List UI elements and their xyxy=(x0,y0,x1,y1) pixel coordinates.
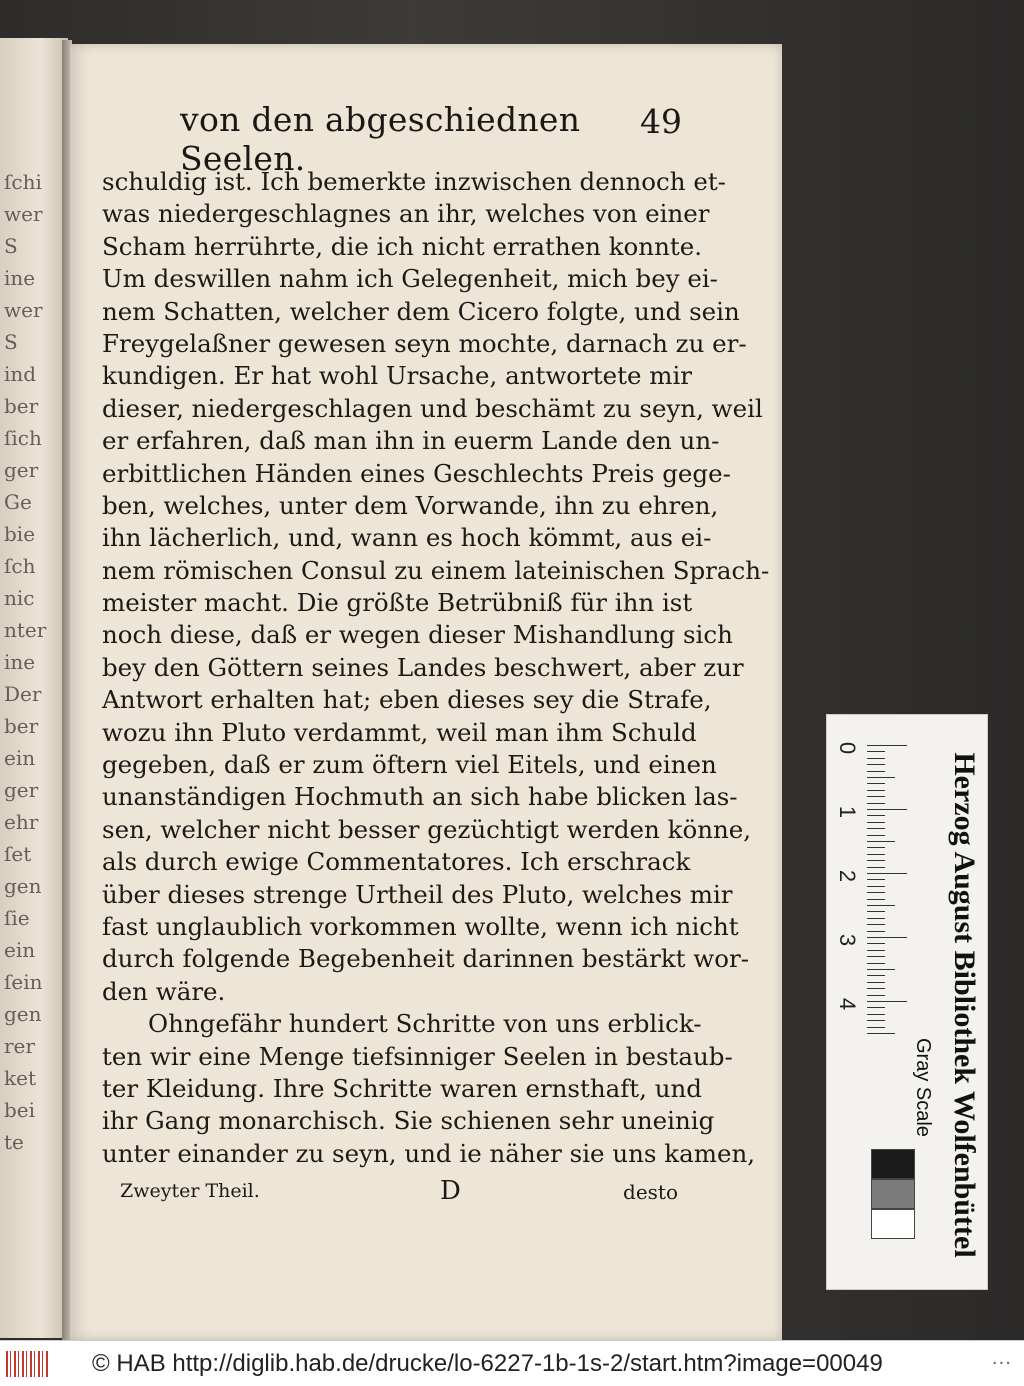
ruler-tick xyxy=(867,956,885,957)
brand-name: Herzog August Bibliothek Wolfenbüttel xyxy=(948,752,981,1258)
left-page-text: ehr xyxy=(4,810,39,834)
text-line: dieser, niedergeschlagen und beschämt zu seyn, weil xyxy=(102,393,763,423)
swatch-light xyxy=(871,1209,915,1239)
text-line: Antwort erhalten hat; eben dieses sey die Strafe, xyxy=(102,685,712,715)
left-page-text: ſch xyxy=(4,554,36,578)
ruler-tick xyxy=(867,809,907,810)
ruler-tick xyxy=(867,937,907,938)
text-line: noch diese, daß er wegen dieser Mishandlung sich xyxy=(102,620,733,650)
ruler-number: 1 xyxy=(835,805,861,819)
text-line: was niedergeschlagnes an ihr, welches von einer xyxy=(102,199,710,229)
ruler-tick xyxy=(867,783,885,784)
ruler-tick xyxy=(867,867,885,868)
ruler xyxy=(867,745,907,1045)
ruler-tick xyxy=(867,988,885,989)
running-header xyxy=(110,100,690,178)
ruler-tick xyxy=(867,828,885,829)
header-title: von den abgeschiednen Seelen. xyxy=(180,100,581,178)
ruler-number: 0 xyxy=(835,741,861,755)
text-line: ter Kleidung. Ihre Schritte waren ernsthaft, und xyxy=(102,1073,702,1103)
left-page-text: ger xyxy=(4,778,39,802)
left-page-text: ger xyxy=(4,458,39,482)
ruler-tick xyxy=(867,905,895,906)
signature-mark: D xyxy=(440,1176,461,1206)
signature-line: Zweyter Theil. xyxy=(120,1180,260,1202)
ruler-tick xyxy=(867,796,885,797)
left-page-text: ber xyxy=(4,394,39,418)
left-page-text: Der xyxy=(4,682,42,706)
ruler-tick xyxy=(867,822,885,823)
ruler-tick xyxy=(867,918,885,919)
ruler-tick xyxy=(867,790,885,791)
text-line: fast unglaublich vorkommen wollte, wenn ich nicht xyxy=(102,911,739,941)
text-line: unter einander zu seyn, und ie näher sie uns kamen, xyxy=(102,1138,756,1168)
left-page-fragment xyxy=(0,38,68,1338)
text-line: durch folgende Begebenheit darinnen bestärkt wor- xyxy=(102,944,750,974)
left-page-text: ſet xyxy=(4,842,32,866)
ruler-tick xyxy=(867,764,885,765)
ruler-tick xyxy=(867,854,885,855)
gray-scale-label: Gray Scale xyxy=(912,1038,934,1137)
text-line: unanständigen Hochmuth an sich habe blicken las- xyxy=(102,782,738,812)
ruler-tick xyxy=(867,1033,895,1034)
ruler-number: 3 xyxy=(835,933,861,947)
left-page-text: nic xyxy=(4,586,35,610)
text-line: den wäre. xyxy=(102,976,226,1006)
ruler-tick xyxy=(867,950,885,951)
text-line: nem römischen Consul zu einem lateinischen Sprach- xyxy=(102,555,770,585)
brand-block xyxy=(947,735,987,1275)
hab-logo-icon[interactable] xyxy=(6,1351,50,1377)
text-line: meister macht. Die größte Betrübniß für ihn ist xyxy=(102,588,693,618)
text-line: ten wir eine Menge tiefsinniger Seelen in bestaub- xyxy=(102,1041,733,1071)
ruler-tick xyxy=(867,1027,885,1028)
copyright-link[interactable]: © HAB http://diglib.hab.de/drucke/lo-6227-1b-1s-2/start.htm?image=00049 xyxy=(92,1350,883,1377)
left-page-text: ine xyxy=(4,266,36,290)
text-line: über dieses strenge Urtheil des Pluto, welches mir xyxy=(102,879,733,909)
ruler-tick xyxy=(867,1014,885,1015)
left-page-text: Ge xyxy=(4,490,32,514)
left-page-text: ein xyxy=(4,746,36,770)
ruler-tick xyxy=(867,1001,907,1002)
left-page-text: ind xyxy=(4,362,37,386)
left-page-text: nter xyxy=(4,618,47,642)
left-page-text: S xyxy=(4,330,18,354)
text-line: er erfahren, daß man ihn in euerm Lande den un- xyxy=(102,426,720,456)
text-line: ihn lächerlich, und, wann es hoch kömmt, aus ei- xyxy=(102,523,712,553)
ruler-tick xyxy=(867,886,885,887)
left-page-text: bie xyxy=(4,522,36,546)
swatch-mid xyxy=(871,1179,915,1209)
left-page-text: gen xyxy=(4,874,42,898)
more-icon[interactable]: ··· xyxy=(991,1353,1012,1374)
ruler-tick xyxy=(867,924,885,925)
left-page-text: ſchi xyxy=(4,170,42,194)
ruler-tick xyxy=(867,892,885,893)
ruler-number: 4 xyxy=(835,997,861,1011)
ruler-tick xyxy=(867,815,885,816)
left-page-text: ber xyxy=(4,714,39,738)
ruler-tick xyxy=(867,860,885,861)
ruler-number: 2 xyxy=(835,869,861,883)
ruler-tick xyxy=(867,873,907,874)
left-page-text: gen xyxy=(4,1002,42,1026)
ruler-tick xyxy=(867,911,885,912)
ruler-tick xyxy=(867,943,885,944)
swatch-dark xyxy=(871,1149,915,1179)
ruler-tick xyxy=(867,847,885,848)
text-line: nem Schatten, welcher dem Cicero folgte, und sein xyxy=(102,296,740,326)
text-line: kundigen. Er hat wohl Ursache, antwortete mir xyxy=(102,361,693,391)
text-line: ben, welches, unter dem Vorwande, ihn zu ehren, xyxy=(102,490,719,520)
left-page-text: wer xyxy=(4,298,43,322)
text-line: Freygelaßner gewesen seyn mochte, darnach zu er- xyxy=(102,328,747,358)
left-page-text: ine xyxy=(4,650,36,674)
catchword: desto xyxy=(623,1180,678,1204)
ruler-tick xyxy=(867,771,885,772)
text-line: wozu ihn Pluto verdammt, weil man ihm Schuld xyxy=(102,717,697,747)
text-line: ihr Gang monarchisch. Sie schienen sehr uneinig xyxy=(102,1106,715,1136)
left-page-text: ſie xyxy=(4,906,30,930)
left-page-text: rer xyxy=(4,1034,35,1058)
left-page-text: ein xyxy=(4,938,36,962)
ruler-tick xyxy=(867,1020,885,1021)
ruler-tick xyxy=(867,745,907,746)
page-footer xyxy=(110,1176,682,1216)
ruler-tick xyxy=(867,758,885,759)
left-page-text: wer xyxy=(4,202,43,226)
ruler-tick xyxy=(867,879,885,880)
text-line: bey den Göttern seines Landes beschwert, aber zur xyxy=(102,652,744,682)
left-page-text: ket xyxy=(4,1066,36,1090)
text-line: als durch ewige Commentatores. Ich erschrack xyxy=(102,847,691,877)
ruler-tick xyxy=(867,835,885,836)
ruler-tick xyxy=(867,803,885,804)
text-line: Ohngefähr hundert Schritte von uns erblick- xyxy=(148,1009,702,1039)
ruler-tick xyxy=(867,982,885,983)
ruler-tick xyxy=(867,969,895,970)
ruler-tick xyxy=(867,963,885,964)
color-scale-card xyxy=(826,714,988,1290)
ruler-tick xyxy=(867,995,885,996)
left-page-text: ſein xyxy=(4,970,43,994)
text-line: Um deswillen nahm ich Gelegenheit, mich bey ei- xyxy=(102,264,718,294)
footer-bar xyxy=(0,1340,1024,1386)
left-page-text: S xyxy=(4,234,18,258)
ruler-tick xyxy=(867,751,885,752)
left-page-text: ſich xyxy=(4,426,42,450)
text-line: sen, welcher nicht besser gezüchtigt werden könne, xyxy=(102,814,752,844)
page-number: 49 xyxy=(640,102,682,141)
ruler-tick xyxy=(867,841,895,842)
ruler-tick xyxy=(867,777,895,778)
ruler-tick xyxy=(867,931,885,932)
text-line: gegeben, daß er zum öftern viel Eitels, und einen xyxy=(102,750,717,780)
text-line: schuldig ist. Ich bemerkte inzwischen dennoch et- xyxy=(102,167,726,196)
left-page-text: bei xyxy=(4,1098,36,1122)
text-line: erbittlichen Händen eines Geschlechts Preis gege- xyxy=(102,458,731,488)
ruler-tick xyxy=(867,1007,885,1008)
ruler-tick xyxy=(867,975,885,976)
left-page-text: te xyxy=(4,1130,24,1154)
body-text xyxy=(102,166,770,1170)
ruler-tick xyxy=(867,899,885,900)
text-line: Scham herrührte, die ich nicht errathen konnte. xyxy=(102,231,702,261)
